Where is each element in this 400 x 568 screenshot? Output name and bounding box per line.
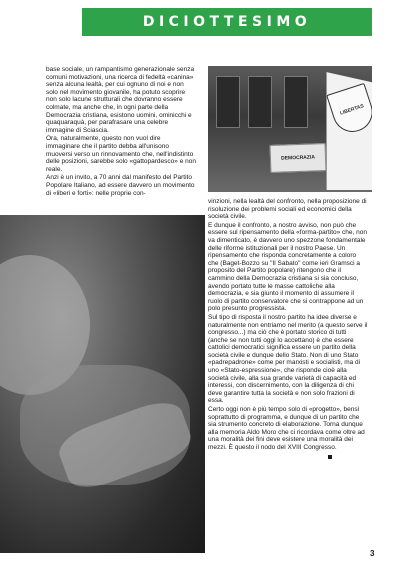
paragraph: vinzioni, nella lealtà del confronto, nella proposizione di risoluzione dei problemi sociali ed economici della società civile.: [208, 198, 367, 221]
photo-window: [284, 76, 308, 128]
photo-party-building: [208, 66, 372, 192]
section-header: [82, 8, 372, 36]
right-text-column: [208, 198, 368, 461]
shield-text: LIBERTAS: [339, 103, 365, 117]
paragraph: E dunque il confronto, a nostro avviso, non può che essere sul ripensamento della «forma-partito» che, non va dimenticato, è davvero uno spezzone fondamentale delle riforme istituzionali per il nostro Paese. Un ripensamento che risponda concretamente a coloro che (Baget-Bozzo su "Il Sabato" come ieri Gramsci a proposito del Partito popolare) ritengono che il cammino della Democrazia cristiana si sia concluso, avendo portato tutte le masse cattoliche alla democrazia, e sia giunto il momento di assumere il ruolo di partito conservatore che si contrappone ad un polo presunto progressista.: [208, 221, 367, 313]
paragraph: base sociale, un rampantismo generazionale senza comuni motivazioni, una ricerca di fedeltà «canina» senza alcuna lealtà, per cui ognuno di noi e non solo nel movimento giovanile, ha potuto scoprire non solo lacune strutturali che dovranno essere colmate, ma anche che, in ogni parte della Democrazia cristiana, esistono uomini, ominicchi e quaquaraquà, per parafrasare una celebre immagine di Sciascia.: [46, 66, 195, 134]
photo-banner: [270, 143, 327, 173]
paragraph: Anzi è un invito, a 70 anni dal manifesto del Partito Popolare Italiano, ad essere davvero un movimento di «liberi e forti»: nelle proprie con-: [46, 174, 195, 197]
photo-window: [248, 76, 272, 128]
page-number: 3: [370, 549, 375, 558]
end-of-article-mark: [328, 455, 332, 459]
left-text-column: [46, 66, 196, 198]
banner-text: DEMOCRAZIA: [280, 154, 316, 162]
section-title: DICIOTTESIMO: [142, 14, 312, 30]
photo-crowd: [0, 215, 205, 553]
paragraph: Sul tipo di risposta il nostro partito ha idee diverse e naturalmente non entriamo nel merito (a questo serve il congresso...) ma ciò che è portato storico di tutti (anche se non tutti oggi lo accettano) è che essere cattolici democratici significa essere un partito della società civile e dunque dello Stato. Non di uno Stato «padrepadrone» come per marxisti e socialisti, ma di uno «Stato-espressione», che risponde cioè alla società civile, alla sua grande varietà di capacità ed interessi, con discernimento, con la diligenza di chi deve garantire tutta la società e non solo frazioni di essa.: [208, 313, 368, 405]
paragraph: Certo oggi non è più tempo solo di «progetto», bensì soprattutto di programma, e dunque di un partito che sia strumento concreto di elaborazione. Torna dunque alla memoria Aldo Moro che ci ricordava come oltre ad una moralità dei fini deve esistere una moralità dei mezzi. È questo il nodo del XVIII Congresso.: [208, 406, 365, 451]
paragraph: Ora, naturalmente, questo non vuol dire immaginare che il partito debba all'unisono muoversi verso un rinnovamento che, nell'indistinto delle posizioni, sarebbe solo «gattopardesco» e non reale.: [46, 135, 196, 173]
photo-window: [216, 76, 240, 128]
